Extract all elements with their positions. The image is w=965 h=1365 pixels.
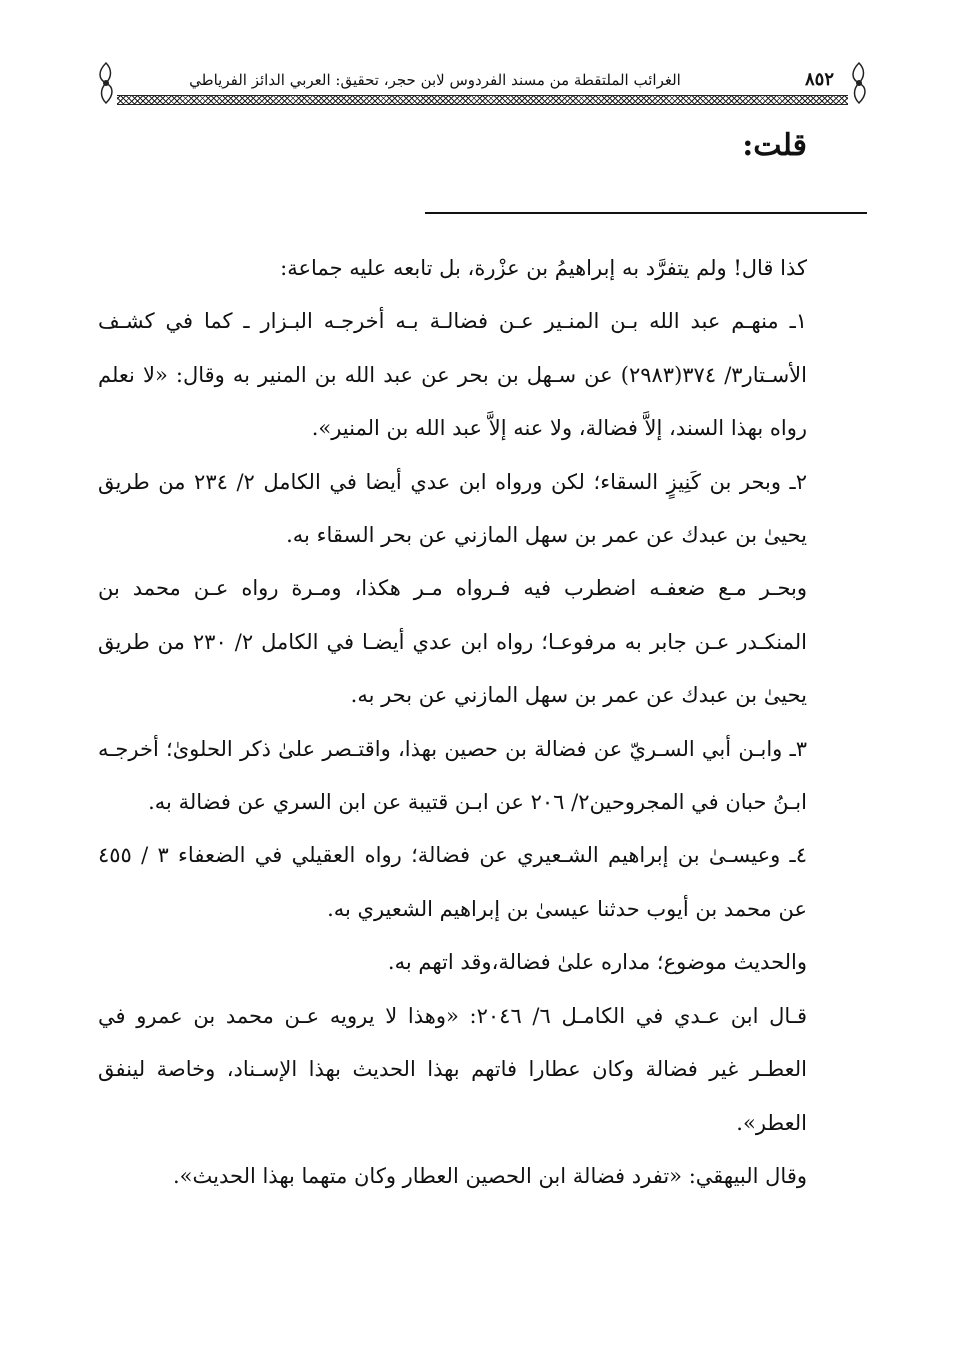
paragraph: ٣ـ وابـن أبي السـريّ عن فضالة بن حصين بهذا، واقتـصر علىٰ ذكر الحلوىٰ؛ أخرجـه ابـنُ حبان في المجروحين٢/ ٢٠٦ عن ابـن قتيبة عن ابن السري عن فضالة به. xyxy=(98,736,807,815)
body-text xyxy=(98,242,807,1203)
paragraph: وبحـر مـع ضعفـه اضطرب فيه فـرواه مـر هكذا، ومـرة رواه عـن محمد بن المنكـدر عـن جابر به مرفوعـا؛ رواه ابن عدي أيضـا في الكامل ٢/ ٢٣٠ من طريق يحيىٰ بن عبدك عن عمر بن سهل المازني عن بحر به. xyxy=(98,576,807,708)
paragraph: ١ـ منهـم عبد الله بـن المنـير عـن فضالـة بـه أخرجـه البـزار ـ كما في كشـف الأسـتار٣/ ٣٧٤(٢٩٨٣) عن سـهل بن بحر عن عبد الله بن المنير به وقال: «لا نعلم رواه بهذا السند، إلاَّ فضالة، ولا عنه إلاَّ عبد الله بن المنير». xyxy=(98,309,807,441)
page-number: ٨٥٢ xyxy=(804,69,834,90)
paragraph: ٢ـ وبحر بن كَنِيزٍ السقاء؛ لكن ورواه ابن عدي أيضا في الكامل ٢/ ٢٣٤ من طريق يحيىٰ بن عبدك عن عمر بن سهل المازني عن بحر السقاء به. xyxy=(98,469,807,548)
paragraph: والحديث موضوع؛ مداره علىٰ فضالة،وقد اتهم به. xyxy=(387,950,807,975)
ornament-right-icon xyxy=(848,61,870,105)
running-title: الغرائب الملتقطة من مسند الفردوس لابن حجر، تحقيق: العربي الدائز الفرياطي xyxy=(189,71,681,89)
ornament-left-icon xyxy=(95,61,117,105)
section-heading: قلت: xyxy=(742,128,807,163)
paragraph: ٤ـ وعيسـىٰ بن إبراهيم الشـعيري عن فضالة؛ رواه العقيلي في الضعفاء ٣ / ٤٥٥ عن محمد بن أيوب حدثنا عيسىٰ بن إبراهيم الشعيري به. xyxy=(98,843,807,921)
paragraph: كذا قال! ولم يتفرَّد به إبراهيمُ بن عزْرة، بل تابعه عليه جماعة: xyxy=(280,256,807,280)
running-header xyxy=(95,55,870,107)
paragraph: قـال ابن عـدي في الكامـل ٦/ ٢٠٤٦: «وهذا لا يرويه عـن محمد بن عمرو في العطـر غير فضالة وكان عطارا فاتهم بهذا الحديث بهذا الإسـناد، وخاصة لينفق العطر». xyxy=(98,1003,807,1135)
paragraph: وقال البيهقي: «تفرد فضالة ابن الحصين العطار وكان متهما بهذا الحديث». xyxy=(173,1163,807,1188)
divider-rule xyxy=(425,212,867,214)
header-border xyxy=(117,95,848,105)
